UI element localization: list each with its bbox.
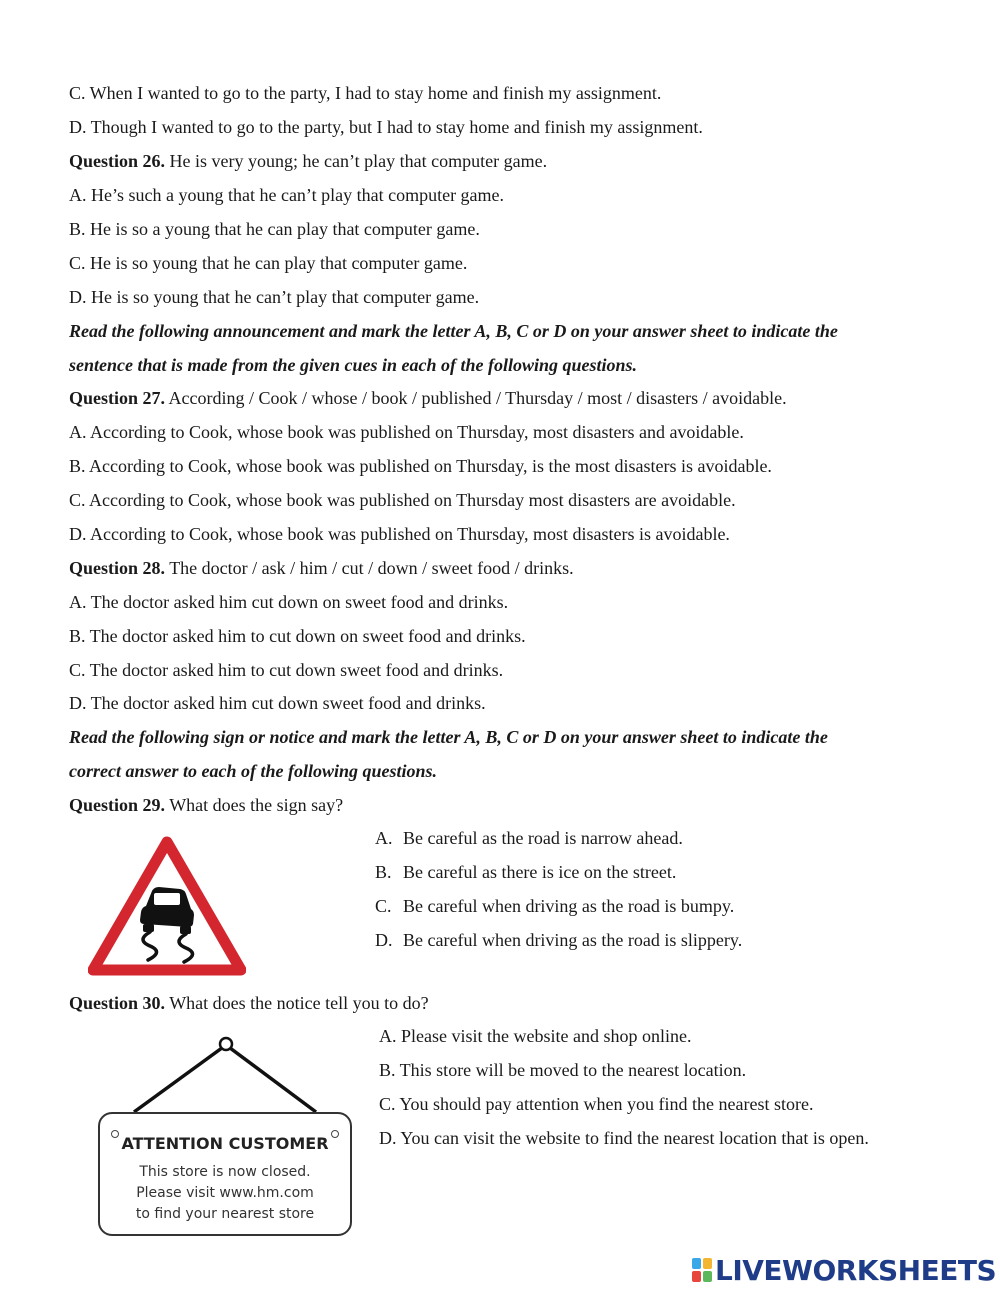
notice-body-3: to find your nearest store [135,1206,315,1222]
notice-body-1: This store is now closed. [139,1164,311,1180]
option-b-q26[interactable]: B. He is so a young that he can play that computer game. [69,219,480,239]
line-d-q25: D. Though I wanted to go to the party, but I had to stay home and finish my assignment. [69,117,703,137]
notice-sign [96,1034,354,1238]
question-label: Question 28. [69,558,166,578]
notice-title: ATTENTION CUSTOMER [121,1134,329,1153]
instruction-1a: Read the following announcement and mark the letter A, B, C or D on your answer sheet to indicate the [69,321,838,341]
option-a-q30[interactable]: A. Please visit the website and shop online. [379,1026,692,1046]
option-c-q26[interactable]: C. He is so young that he can play that computer game. [69,253,468,273]
option-b-q27[interactable]: B. According to Cook, whose book was published on Thursday, is the most disasters is avoidable. [69,456,772,476]
line-c-q25: C. When I wanted to go to the party, I had to stay home and finish my assignment. [69,83,662,103]
slippery-road-sign-icon [88,836,246,978]
question-label: Question 30. [69,993,166,1013]
option-d-q26[interactable]: D. He is so young that he can’t play that computer game. [69,287,480,307]
hanging-string [96,1034,354,1124]
instruction-1b: sentence that is made from the given cues in each of the following questions. [69,355,638,375]
notice-body-2: Please visit www.hm.com [136,1185,314,1201]
question-29: Question 29. What does the sign say? [69,795,344,815]
option-c-q30[interactable]: C. You should pay attention when you find the nearest store. [379,1094,814,1114]
option-b-q30[interactable]: B. This store will be moved to the nearest location. [379,1060,747,1080]
option-b-q28[interactable]: B. The doctor asked him to cut down on sweet food and drinks. [69,626,526,646]
brand-name: LIVEWORKSHEETS [715,1253,997,1287]
instruction-2b: correct answer to each of the following questions. [69,761,438,781]
question-label: Question 29. [69,795,166,815]
option-c-q27[interactable]: C. According to Cook, whose book was published on Thursday most disasters are avoidable. [69,490,736,510]
option-c-q28[interactable]: C. The doctor asked him to cut down sweet food and drinks. [69,660,504,680]
question-label: Question 26. [69,151,166,171]
option-d-q27[interactable]: D. According to Cook, whose book was published on Thursday, most disasters is avoidable. [69,524,730,544]
option-d-q28[interactable]: D. The doctor asked him cut down sweet food and drinks. [69,693,486,713]
option-c-q29[interactable]: C. Be careful when driving as the road is bumpy. [375,896,735,916]
instruction-2a: Read the following sign or notice and mark the letter A, B, C or D on your answer sheet to indicate the [69,727,828,747]
question-label: Question 27. [69,388,166,408]
question-27: Question 27. According / Cook / whose / book / published / Thursday / most / disasters / avoidable. [69,388,787,408]
option-d-q30[interactable]: D. You can visit the website to find the nearest location that is open. [379,1128,869,1148]
option-d-q29[interactable]: D. Be careful when driving as the road is slippery. [375,930,743,950]
option-a-q26[interactable]: A. He’s such a young that he can’t play that computer game. [69,185,505,205]
option-a-q27[interactable]: A. According to Cook, whose book was published on Thursday, most disasters and avoidable. [69,422,744,442]
liveworksheets-brand[interactable] [691,1253,996,1287]
option-a-q29[interactable]: A. Be careful as the road is narrow ahead. [375,828,683,848]
option-a-q28[interactable]: A. The doctor asked him cut down on sweet food and drinks. [69,592,509,612]
liveworksheets-logo-icon [691,1256,713,1284]
question-28: Question 28. The doctor / ask / him / cut / down / sweet food / drinks. [69,558,574,578]
notice-board [98,1112,352,1236]
question-26: Question 26. He is very young; he can’t play that computer game. [69,151,548,171]
option-b-q29[interactable]: B. Be careful as there is ice on the street. [375,862,677,882]
question-30: Question 30. What does the notice tell you to do? [69,993,429,1013]
